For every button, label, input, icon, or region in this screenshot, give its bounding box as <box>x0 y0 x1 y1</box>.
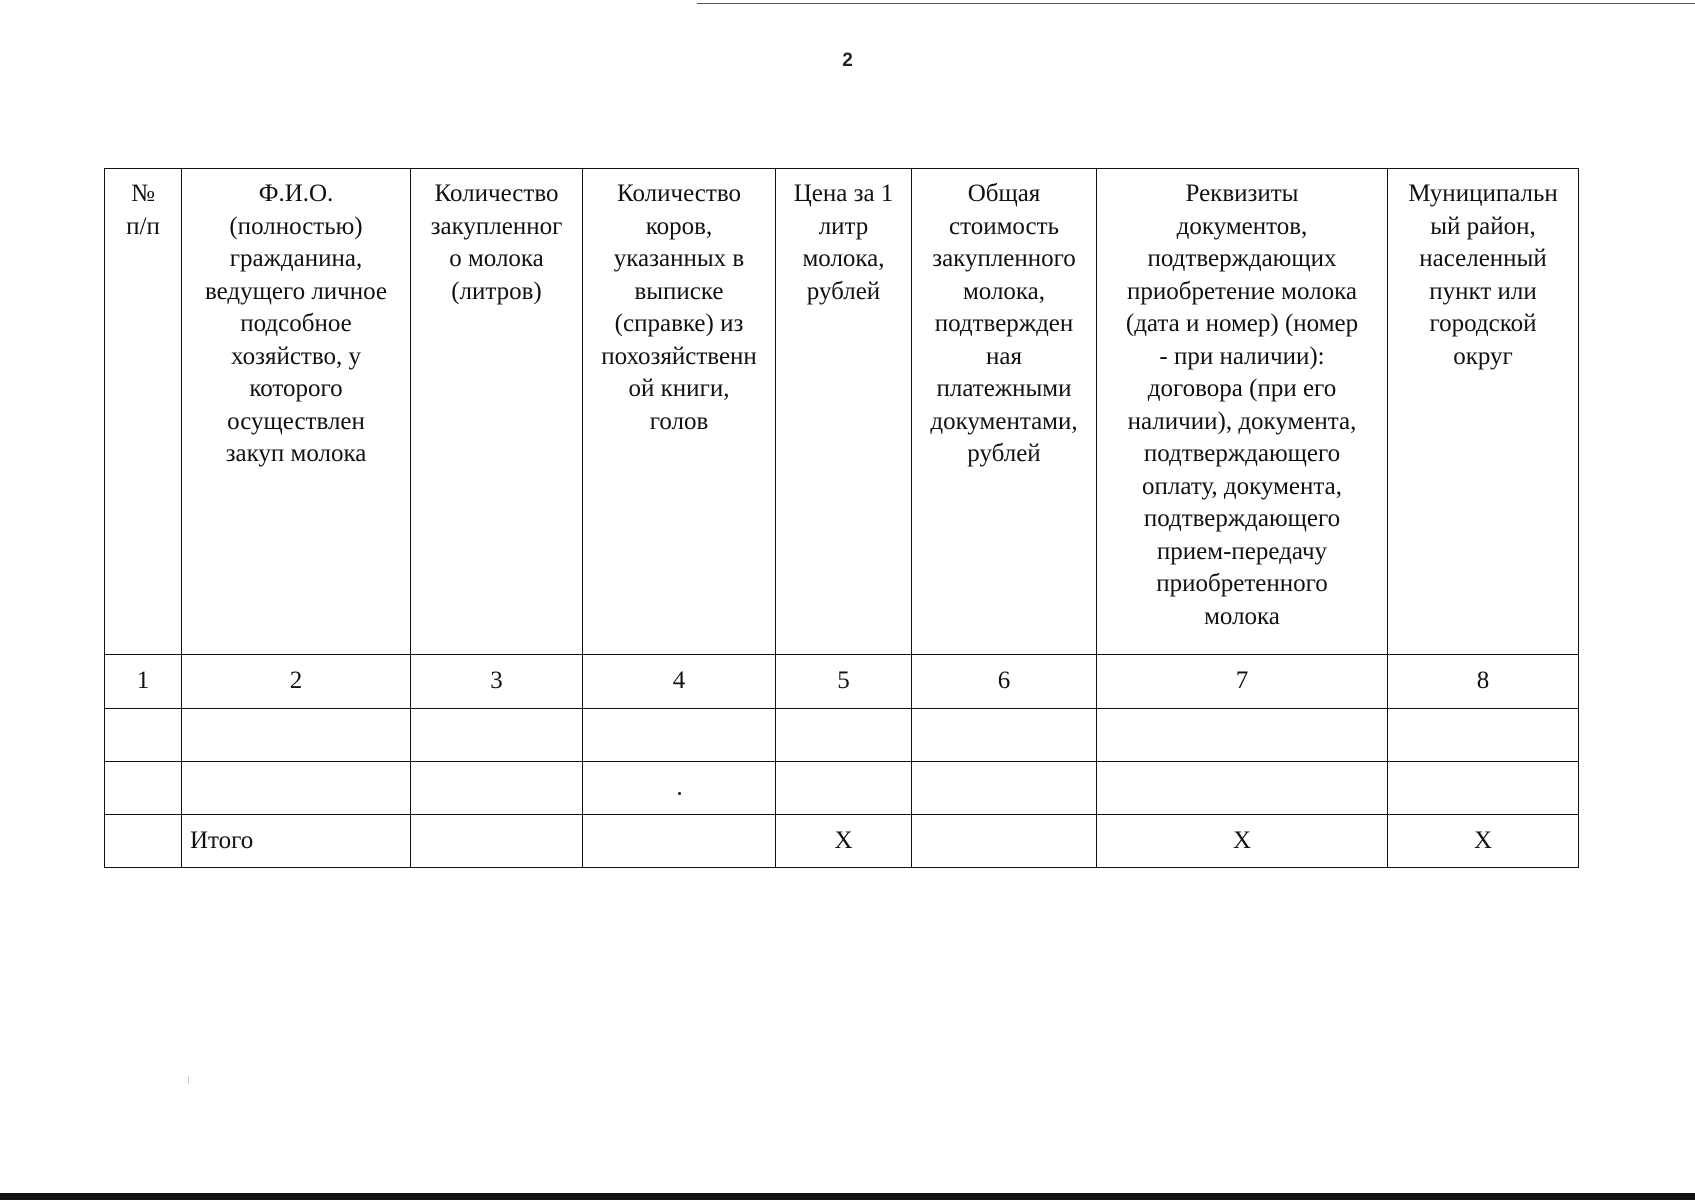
header-cell: Общая стоимость закупленного молока, подтвержден ная платежными документами, рублей <box>912 169 1097 655</box>
header-cell: Количество коров, указанных в выписке (справке) из похозяйственн ой книги, голов <box>583 169 776 655</box>
milk-purchase-table <box>104 168 1579 868</box>
table-cell <box>182 762 411 815</box>
header-cell: Цена за 1 литр молока, рублей <box>776 169 912 655</box>
table-cell <box>1388 762 1579 815</box>
total-row <box>105 815 1579 868</box>
table-cell <box>182 709 411 762</box>
table-cell <box>776 762 912 815</box>
scan-bottom-edge <box>0 1193 1695 1200</box>
table-cell <box>105 815 182 868</box>
table-cell <box>411 709 583 762</box>
table-cell <box>912 762 1097 815</box>
header-cell: Количество закупленног о молока (литров) <box>411 169 583 655</box>
table-cell <box>583 762 776 815</box>
ink-speck <box>678 792 681 795</box>
page-number: 2 <box>842 50 853 71</box>
top-rule <box>697 3 1695 4</box>
column-number-cell: 7 <box>1097 655 1388 709</box>
header-cell: Муниципальн ый район, населенный пункт или городской округ <box>1388 169 1579 655</box>
table-row <box>105 709 1579 762</box>
column-number-cell: 1 <box>105 655 182 709</box>
table-cell <box>411 815 583 868</box>
column-number-cell: 3 <box>411 655 583 709</box>
header-cell: Ф.И.О. (полностью) гражданина, ведущего личное подсобное хозяйство, у которого осуществлен закуп молока <box>182 169 411 655</box>
requisites-not-applicable-mark: X <box>1097 815 1388 868</box>
header-cell: Реквизиты документов, подтверждающих приобретение молока (дата и номер) (номер - при наличии): договора (при его наличии), документа, подтверждающего оплату, документа, подтверждающего прием-передачу приобретенного молока <box>1097 169 1388 655</box>
column-number-cell: 5 <box>776 655 912 709</box>
column-number-cell: 6 <box>912 655 1097 709</box>
table-cell <box>776 709 912 762</box>
table-cell <box>1388 709 1579 762</box>
table-cell <box>105 709 182 762</box>
table-row <box>105 762 1579 815</box>
table-cell <box>583 815 776 868</box>
table-cell <box>1097 709 1388 762</box>
table-header-row <box>105 169 1579 655</box>
table-cell <box>1097 762 1388 815</box>
total-label: Итого <box>182 815 411 868</box>
column-number-cell: 2 <box>182 655 411 709</box>
table-cell <box>583 709 776 762</box>
table-cell <box>105 762 182 815</box>
column-number-row <box>105 655 1579 709</box>
scan-artifact <box>188 1076 189 1084</box>
price-not-applicable-mark: X <box>776 815 912 868</box>
district-not-applicable-mark: X <box>1388 815 1579 868</box>
table-cell <box>411 762 583 815</box>
column-number-cell: 8 <box>1388 655 1579 709</box>
table-cell <box>912 815 1097 868</box>
header-cell: № п/п <box>105 169 182 655</box>
column-number-cell: 4 <box>583 655 776 709</box>
table-cell <box>912 709 1097 762</box>
